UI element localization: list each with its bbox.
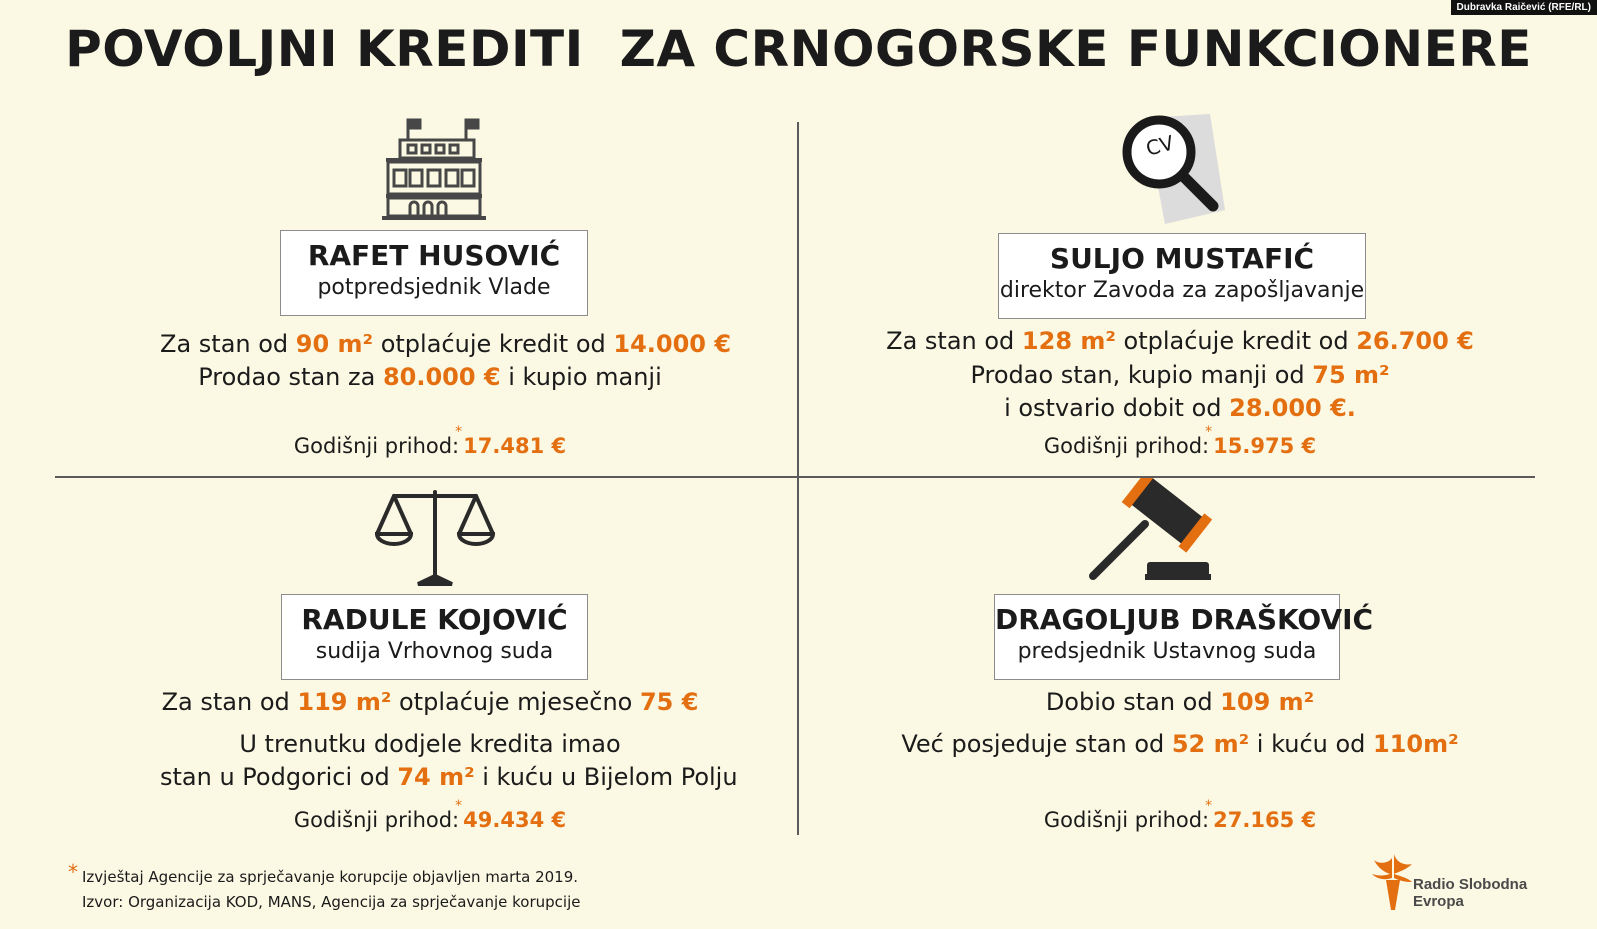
cv-magnifier-icon <box>1115 110 1230 228</box>
name-box-mustafic <box>998 233 1366 319</box>
horizontal-divider <box>55 476 1535 478</box>
name-box-husovic <box>280 230 588 316</box>
kojovic-line-1: Za stan od 119 m² otplaćuje mjesečno 75 € <box>161 688 699 716</box>
draskovic-line-2: Već posjeduje stan od 52 m² i kuću od 110m² <box>901 730 1459 758</box>
author-credit: Dubravka Raičević (RFE/RL) <box>1451 0 1597 15</box>
vertical-divider <box>797 122 799 835</box>
husovic-line-1: Za stan od 90 m² otplaćuje kredit od 14.000 € <box>160 330 732 358</box>
footnote-line-1: * Izvještaj Agencije za sprječavanje korupcije objavljen marta 2019. <box>68 860 579 886</box>
kojovic-line-2: U trenutku dodjele kredita imao <box>239 730 621 758</box>
gavel-icon <box>1085 478 1223 590</box>
person-name: DRAGOLJUB DRAŠKOVIĆ <box>995 603 1374 636</box>
husovic-income: Godišnji prihod:*17.481 € <box>293 424 567 458</box>
svg-text:CV: CV <box>1143 130 1177 161</box>
kojovic-income: Godišnji prihod:*49.434 € <box>293 798 567 832</box>
mustafic-income: Godišnji prihod:*15.975 € <box>1043 424 1317 458</box>
mustafic-line-3: i ostvario dobit od 28.000 €. <box>1004 394 1356 422</box>
page-title: POVOLJNI KREDITI ZA CRNOGORSKE FUNKCIONERE <box>65 20 1532 78</box>
name-box-kojovic <box>281 594 588 680</box>
footnote-line-2: Izvor: Organizacija KOD, MANS, Agencija za sprječavanje korupcije <box>82 893 581 911</box>
mustafic-line-2: Prodao stan, kupio manji od 75 m² <box>970 361 1390 389</box>
husovic-line-2: Prodao stan za 80.000 € i kupio manji <box>198 363 662 391</box>
kojovic-line-3: stan u Podgorici od 74 m² i kuću u Bijelom Polju <box>160 763 738 791</box>
mustafic-line-1: Za stan od 128 m² otplaćuje kredit od 26.700 € <box>886 327 1474 355</box>
person-role: potpredsjednik Vlade <box>317 275 551 300</box>
person-name: RADULE KOJOVIĆ <box>301 603 568 636</box>
rfe-logo-text: Radio Slobodna Evropa <box>1413 876 1528 910</box>
person-role: predsjednik Ustavnog suda <box>1017 639 1317 664</box>
person-name: RAFET HUSOVIĆ <box>307 239 561 272</box>
rfe-torch-logo-icon <box>1370 850 1414 912</box>
building-icon <box>380 116 488 222</box>
draskovic-income: Godišnji prihod:*27.165 € <box>1043 798 1317 832</box>
person-name: SULJO MUSTAFIĆ <box>1049 242 1315 275</box>
draskovic-line-1: Dobio stan od 109 m² <box>1045 688 1315 716</box>
name-box-draskovic <box>994 594 1374 680</box>
scales-icon <box>374 488 496 590</box>
person-role: sudija Vrhovnog suda <box>315 639 554 664</box>
person-role: direktor Zavoda za zapošljavanje <box>999 278 1365 303</box>
